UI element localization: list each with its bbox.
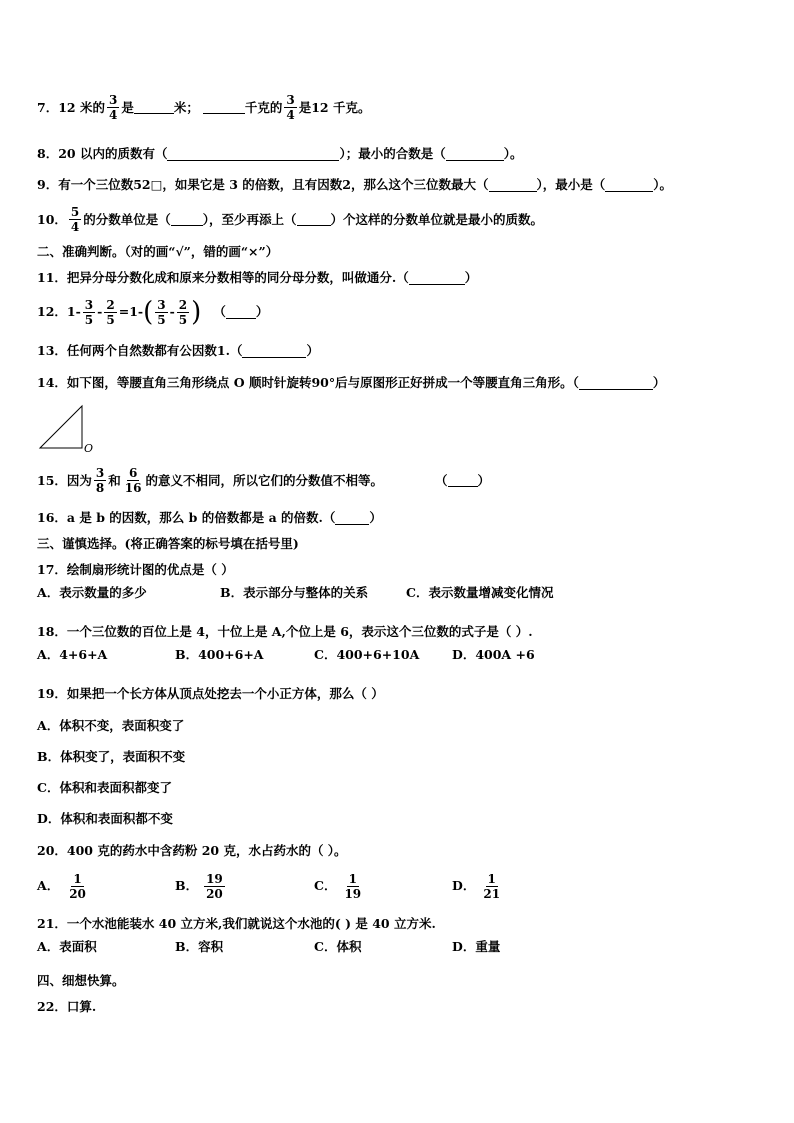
answer-blank[interactable] — [605, 179, 653, 192]
question-stem: 22．口算. — [37, 999, 97, 1014]
question-13 — [37, 343, 319, 359]
answer-blank[interactable] — [134, 101, 174, 114]
option-a[interactable]: A．表示数量的多少 — [37, 585, 147, 600]
q7-text: 米； — [173, 99, 199, 115]
fraction: $\frac{5}{4}$ — [70, 205, 80, 234]
q10-text: ）个这样的分数单位就是最小的质数。 — [330, 211, 544, 227]
triangle-figure — [38, 404, 98, 454]
question-22 — [37, 999, 96, 1015]
option-a[interactable]: A．体积不变，表面积变了 — [37, 718, 185, 733]
fraction: $\frac{3}{5}$ — [157, 297, 166, 327]
question-15 — [37, 466, 490, 495]
q15-text: ） — [477, 472, 491, 488]
answer-blank[interactable] — [242, 345, 306, 358]
q20-options — [37, 868, 777, 904]
option-c[interactable]: C．体积 — [314, 939, 362, 954]
option-d[interactable]: D．重量 — [452, 939, 501, 954]
question-stem: 18．一个三位数的百位上是 4，十位上是 A,个位上是 6，表示这个三位数的式子是（ ）. — [37, 624, 533, 639]
answer-blank[interactable] — [446, 148, 504, 161]
option-c[interactable]: C．体积和表面积都变了 — [37, 780, 172, 795]
q12-text: - — [97, 304, 103, 319]
answer-blank[interactable] — [335, 512, 369, 525]
fraction: $\frac{2}{5}$ — [106, 297, 115, 327]
q9-text: 9．有一个三位数52□，如果它是 3 的倍数，且有因数2，那么这个三位数最大（ — [37, 177, 489, 192]
answer-blank[interactable] — [489, 179, 537, 192]
answer-blank[interactable] — [167, 148, 339, 161]
question-21 — [37, 916, 436, 932]
question-14 — [37, 375, 665, 391]
q9-text: ），最小是（ — [536, 177, 606, 192]
answer-blank[interactable] — [409, 272, 465, 285]
option-d[interactable] — [452, 872, 504, 901]
q12-text: （ — [213, 304, 226, 319]
q15-text: 的意义不相同，所以它们的分数值不相等。 — [145, 472, 383, 488]
question-8 — [37, 146, 522, 162]
question-18 — [37, 624, 533, 640]
section-title: 三、谨慎选择。(将正确答案的标号填在括号里) — [37, 536, 299, 551]
option-b[interactable] — [175, 872, 227, 901]
option-b[interactable]: B．表示部分与整体的关系 — [220, 585, 369, 600]
q12-paren: ( — [143, 296, 154, 328]
option-label: B． — [175, 878, 199, 893]
question-stem: 21．一个水池能装水 40 立方米,我们就说这个水池的( ) 是 40 立方米. — [37, 916, 436, 931]
answer-blank[interactable] — [448, 474, 478, 487]
q19-option-c[interactable] — [37, 780, 172, 796]
q14-text: ） — [652, 375, 666, 390]
option-label: A． — [37, 878, 60, 893]
q12-text: 1- — [66, 304, 81, 319]
option-c[interactable] — [314, 872, 365, 901]
fraction: $\frac{3}{4}$ — [286, 93, 295, 122]
isosceles-right-triangle — [40, 406, 82, 448]
fraction: $\frac{3}{8}$ — [95, 466, 105, 495]
question-16 — [37, 510, 382, 526]
answer-blank[interactable] — [579, 377, 653, 390]
q16-text: ） — [369, 510, 382, 525]
q7-text: 7．12 米的 — [37, 99, 105, 115]
question-17 — [37, 562, 234, 578]
q10-text: ），至少再添上（ — [202, 211, 297, 227]
q12-text: 12． — [37, 304, 67, 319]
section-2-heading — [37, 244, 278, 260]
option-a[interactable]: A．表面积 — [37, 939, 97, 954]
q7-text: 是 — [121, 99, 134, 115]
fraction: $\frac{6}{16}$ — [124, 466, 142, 495]
answer-blank[interactable] — [203, 101, 245, 114]
option-b[interactable]: B．容积 — [175, 939, 224, 954]
q7-text: 是12 千克。 — [298, 99, 371, 115]
q9-text: ）。 — [653, 177, 673, 192]
option-c[interactable]: C．400+6+10A — [314, 647, 420, 662]
q14-text: 14．如下图，等腰直角三角形绕点 O 顺时针旋转90°后与原图形正好拼成一个等腰直角三角形。（ — [37, 375, 579, 390]
answer-blank[interactable] — [226, 306, 256, 319]
question-20 — [37, 843, 347, 859]
option-label: C． — [314, 878, 337, 893]
fraction: $\frac{3}{4}$ — [108, 93, 118, 122]
question-stem: 20．400 克的药水中含药粉 20 克，水占药水的（ ）。 — [37, 843, 347, 858]
q10-text: 的分数单位是（ — [83, 211, 171, 227]
section-3-heading — [37, 536, 299, 552]
question-12 — [37, 297, 268, 327]
fraction: $\frac{1}{20}$ — [69, 871, 86, 901]
q19-option-a[interactable] — [37, 718, 184, 734]
q11-text: 11．把异分母分数化成和原来分数相等的同分母分数，叫做通分.（ — [37, 270, 409, 285]
q12-text: =1- — [118, 304, 144, 319]
option-label: D． — [452, 878, 476, 893]
q16-text: 16．a 是 b 的因数，那么 b 的倍数都是 a 的倍数.（ — [37, 510, 336, 525]
q12-text: ） — [255, 304, 269, 319]
option-b[interactable]: B．体积变了，表面积不变 — [37, 749, 186, 764]
q13-text: ） — [306, 343, 319, 358]
section-title: 四、细想快算。 — [37, 973, 125, 988]
q15-text: 和 — [108, 472, 121, 488]
option-a[interactable] — [37, 872, 90, 901]
question-7 — [37, 93, 370, 122]
q12-paren: ) — [191, 296, 202, 328]
question-11 — [37, 270, 477, 286]
q15-text: 15．因为 — [37, 472, 92, 488]
q10-text: 10． — [37, 211, 67, 227]
option-c[interactable]: C．表示数量增减变化情况 — [406, 585, 554, 600]
question-9 — [37, 177, 672, 193]
fraction: $\frac{1}{21}$ — [483, 871, 501, 901]
q13-text: 13．任何两个自然数都有公因数1.（ — [37, 343, 243, 358]
q8-text: ）。 — [503, 146, 523, 161]
question-19 — [37, 686, 384, 702]
answer-blank[interactable] — [297, 213, 331, 226]
q7-text: 千克的 — [244, 99, 283, 115]
q12-text: - — [169, 304, 175, 319]
point-o-label: O — [84, 442, 94, 454]
question-stem: 19．如果把一个长方体从顶点处挖去一个小正方体，那么（ ） — [37, 686, 384, 701]
answer-blank[interactable] — [171, 213, 203, 226]
q8-text: ）；最小的合数是（ — [339, 146, 446, 161]
fraction: $\frac{2}{5}$ — [178, 297, 188, 327]
section-4-heading — [37, 973, 125, 989]
fraction: $\frac{19}{20}$ — [206, 871, 223, 901]
q8-text: 8．20 以内的质数有（ — [37, 146, 168, 161]
q11-text: ） — [464, 270, 478, 285]
option-a[interactable]: A．4+6+A — [37, 647, 108, 662]
q15-text: （ — [435, 472, 448, 488]
fraction: $\frac{3}{5}$ — [84, 297, 94, 327]
q19-option-d[interactable] — [37, 811, 173, 827]
option-d[interactable]: D．400A +6 — [452, 647, 535, 662]
option-b[interactable]: B．400+6+A — [175, 647, 264, 662]
question-10 — [37, 205, 543, 234]
fraction: $\frac{1}{19}$ — [344, 871, 362, 901]
q19-option-b[interactable] — [37, 749, 185, 765]
option-d[interactable]: D．体积和表面积都不变 — [37, 811, 173, 826]
section-title: 二、准确判断。（对的画“√”，错的画“×”） — [37, 244, 279, 259]
question-stem: 17．绘制扇形统计图的优点是（ ） — [37, 562, 234, 577]
